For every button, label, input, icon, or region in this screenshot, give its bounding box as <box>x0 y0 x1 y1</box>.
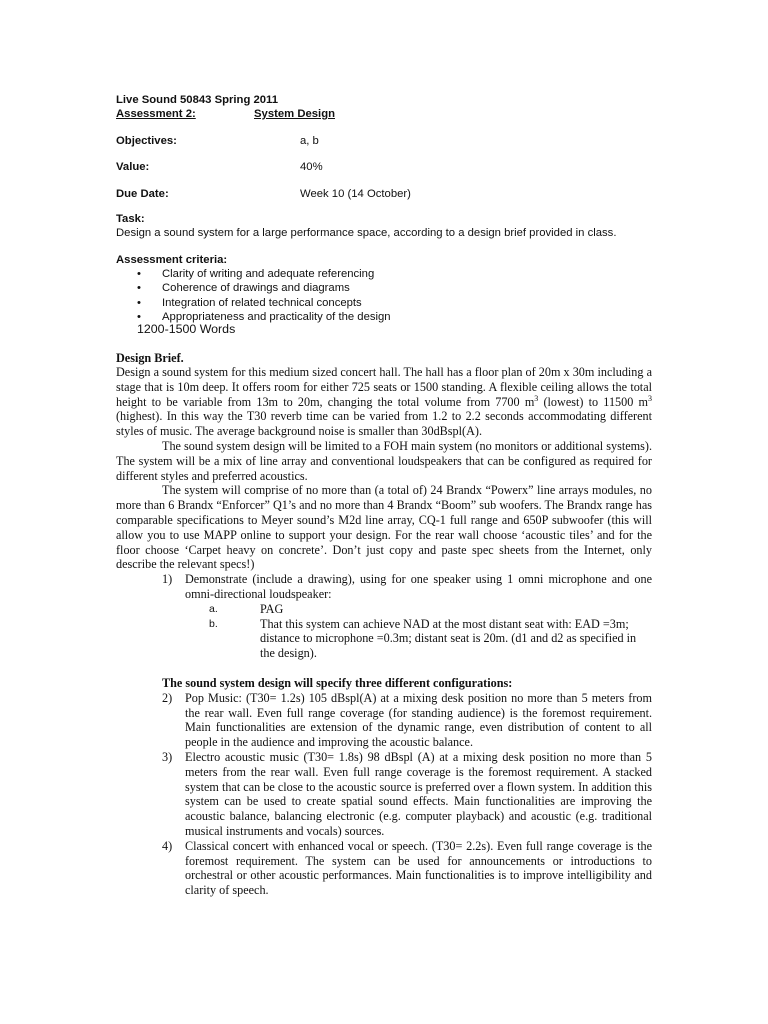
configurations-heading: The sound system design will specify three different configurations: <box>162 675 513 690</box>
course-title: Live Sound 50843 Spring 2011 <box>116 94 278 106</box>
task-heading: Task: <box>116 213 145 225</box>
criteria-heading: Assessment criteria: <box>116 254 228 266</box>
list-item: 4) Classical concert with enhanced vocal or speech. (T30= 2.2s). Even full range coverage is the foremost requirement. The system can be used for announcements or introductions to orchestral or other acoustic performances. Main functionalities is to improve intelligibility and clarity of speech. <box>162 838 652 898</box>
objectives-label: Objectives: <box>116 135 177 147</box>
brief-body <box>116 365 652 898</box>
list-item: 1) Demonstrate (include a drawing), using for one speaker using 1 omni microphone and one omni-directional loudspeaker: <box>162 572 652 601</box>
document-page: Live Sound 50843 Spring 2011 Assessment 2: System Design Objectives: a, b Value: 40% Due Date: Week 10 (14 October) Task: Design a sound system for a large performance space, according to a design brief provided in class. Assessment criteria: • Clarity of writing and adequate referencing • Coherence of drawings and diagrams • Integration of related technical concepts • Appropriateness and practicality of the design 1200-1500 Words Design Brief. Design a sound system for this medium sized concert hall. The hall has a floor plan of 20m x 30m including a stage that is 10m deep. It offers room for either 725 seats or 1500 standing. A flexible ceiling allows the total height to be variable from 13m to 20m, changing the total volume from 7700 $m^3$ (lowest) to 11500 $m^3$ (highest). In this way the T30 reverb time can be varied from 1.2 to 2.2 seconds accommodating different styles of music. The average background noise is smaller than 30dBspl(A). The sound system design will be limited to a FOH main system (no monitors or additional systems). The system will be a mix of line array and conventional loudspeakers that can be configured as required for different styles and preferred acoustics. The system will comprise of no more than (a total of) 24 Brandx “Powerx” line arrays modules, no more than 6 Brandx “Enforcer” Q1’s and no more than 4 Brandx “Boom” sub woofers. The Brandx range has comparable specifications to Meyer sound’s M2d line array, CQ-1 full range and 650P subwoofer (this will allow you to use MAPP online to support your design. For the rear wall choose ‘acoustic tiles’ and for the floor choose ‘Carpet heavy on concrete’. Don’t just copy and paste spec sheets from the Internet, only describe the relevant specs!) 1) Demonstrate (include a drawing), using for one speaker using 1 omni microphone and one omni-directional loudspeaker: a. PAG b. That this system can achieve NAD at the most distant seat with: EAD =3m; distance to microphone =0.3m; distant seat is 20m. (d1 and d2 as specified in the design). The sound system design will specify three different configurations: 2) Pop Music: (T30= 1.2s) 105 dBspl(A) at a mixing desk position no more than 5 meters from the rear wall. Even full range coverage (for standing audience) is the foremost requirement. Main functionalities are extension of the dynamic range, even distribution of content to all people in the audience and improving the acoustic balance. 3) Electro acoustic music (T30= 1.8s) 98 dBspl (A) at a mixing desk position no more than 5 meters from the rear wall. Even full range coverage is the foremost requirement. A stacked system that can be close to the acoustic source is preferred over a flown system. In addition this system can be used to create spatial sound effects. Main functionalities are improving the acoustic balance, balancing electronic (e.g. computer playback) and acoustic (e.g. traditional musical instruments and vocals) sources. 4) Classical concert with enhanced vocal or speech. (T30= 2.2s). Even full range coverage is the foremost requirement. The system can be used for announcements or introductions to orchestral or other acoustic performances. Main functionalities is to improve intelligibility and clarity of speech. <box>116 94 652 898</box>
task-text: Design a sound system for a large performance space, according to a design brief provided in class. <box>116 227 617 239</box>
brief-paragraph-2: The sound system design will be limited to a FOH main system (no monitors or additional systems). The system will be a mix of line array and conventional loudspeakers that can be configured as required for different styles and preferred acoustics. <box>116 438 652 483</box>
value-label: Value: <box>116 161 150 173</box>
list-item: 3) Electro acoustic music (T30= 1.8s) 98 dBspl (A) at a mixing desk position no more than 5 meters from the rear wall. Even full range coverage is the foremost requirement. A stacked system that can be close to the acoustic source is preferred over a flown system. In addition this system can be used to create spatial sound effects. Main functionalities are improving the acoustic balance, balancing electronic (e.g. computer playback) and acoustic (e.g. traditional musical instruments and vocals) sources. <box>162 749 652 838</box>
assessment-label: Assessment 2: <box>116 108 196 120</box>
due-date-value: Week 10 (14 October) <box>300 188 411 200</box>
due-date-label: Due Date: <box>116 188 169 200</box>
value-value: 40% <box>300 161 323 173</box>
brief-paragraph-3: The system will comprise of no more than (a total of) 24 Brandx “Powerx” line arrays modules, no more than 6 Brandx “Enforcer” Q1’s and no more than 4 Brandx “Boom” sub woofers. The Brandx range has comparable specifications to Meyer sound’s M2d line array, CQ-1 full range and 650P subwoofer (this will allow you to use MAPP online to support your design. For the rear wall choose ‘acoustic tiles’ and for the floor choose ‘Carpet heavy on concrete’. Don’t just copy and paste spec sheets from the Internet, only describe the relevant specs!) <box>116 483 652 572</box>
list-item: a. PAG <box>209 601 284 616</box>
list-item: b. That this system can achieve NAD at the most distant seat with: EAD =3m; distance to microphone =0.3m; distant seat is 20m. (d1 and d2 as specified in the design). <box>209 616 637 661</box>
bullet: • <box>137 310 141 323</box>
word-count: 1200-1500 Words <box>137 322 236 336</box>
bullet: • <box>137 296 141 309</box>
brief-heading: Design Brief. <box>116 351 184 365</box>
list-item: 2) Pop Music: (T30= 1.2s) 105 dBspl(A) at a mixing desk position no more than 5 meters from the rear wall. Even full range coverage (for standing audience) is the foremost requirement. Main functionalities are extension of the dynamic range, even distribution of content to all people in the audience and improving the acoustic balance. <box>162 690 652 750</box>
bullet: • <box>137 268 141 280</box>
bullet: • <box>137 282 141 295</box>
assessment-title: System Design <box>254 108 335 120</box>
objectives-value: a, b <box>300 135 319 147</box>
brief-paragraph-1: Design a sound system for this medium sized concert hall. The hall has a floor plan of 20m x 30m including a stage that is 10m deep. It offers room for either 725 seats or 1500 standing. A flexible ceiling allows the total height to be variable from 13m to 20m, changing the total volume from 7700 $m^3$ (lowest) to 11500 $m^3$ (highest). In this way the T30 reverb time can be varied from 1.2 to 2.2 seconds accommodating different styles of music. The average background noise is smaller than 30dBspl(A). <box>116 365 652 439</box>
